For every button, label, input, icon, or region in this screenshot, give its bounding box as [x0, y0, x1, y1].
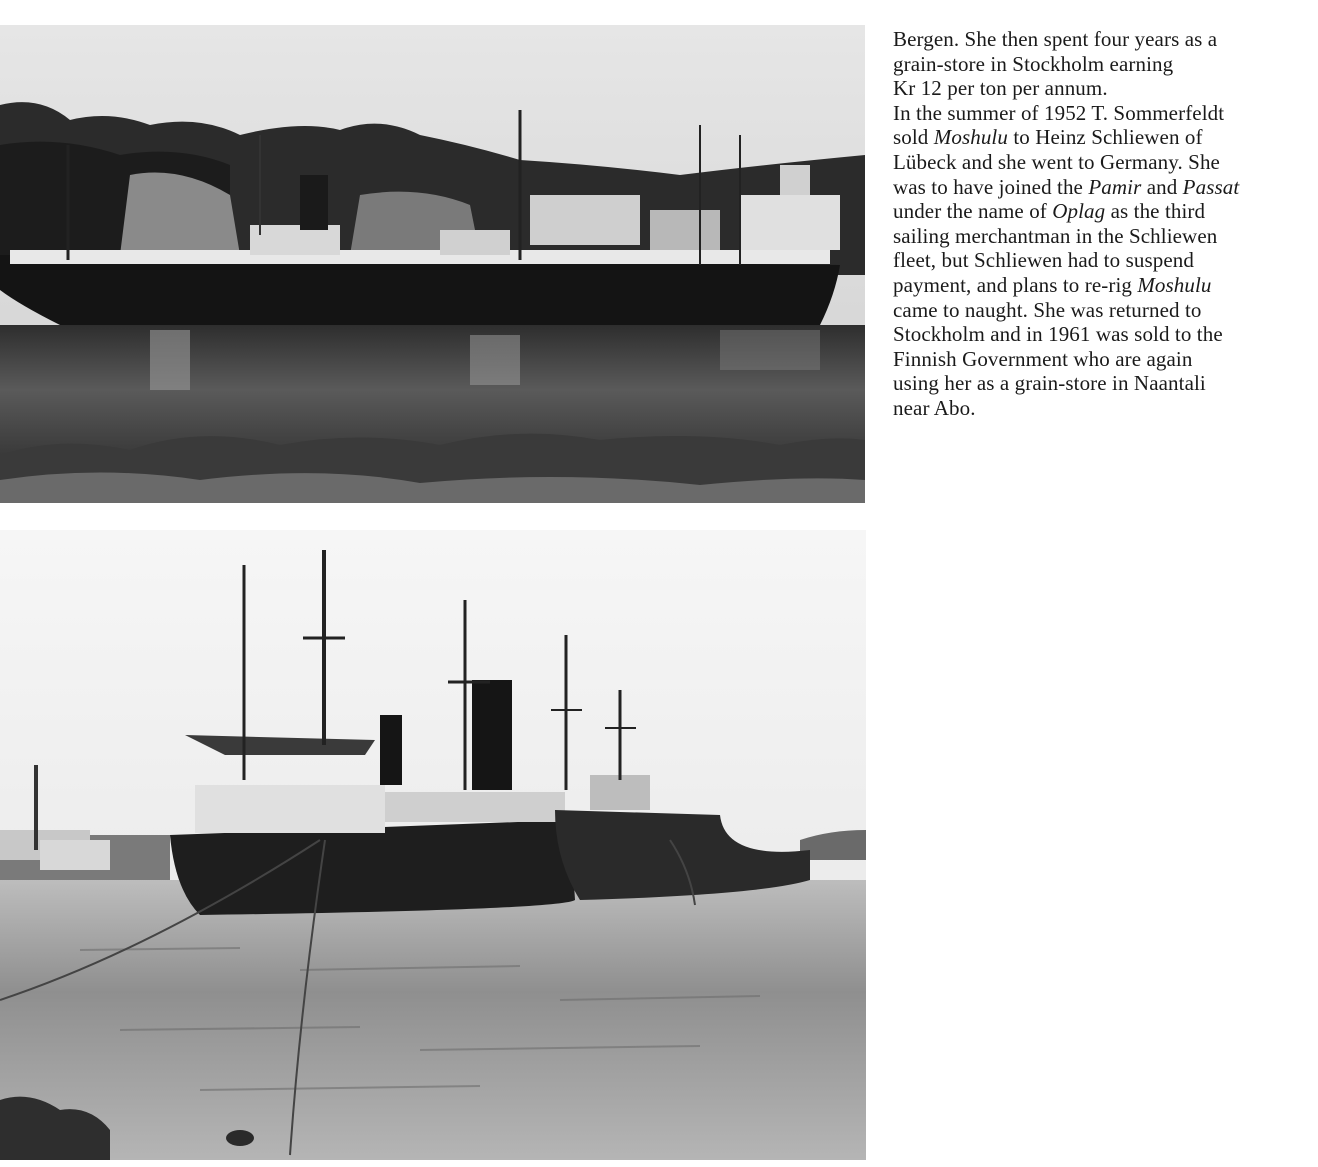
caption-fragment: as the third: [1105, 199, 1206, 224]
photo-two-ships-moored: [0, 530, 866, 1160]
ship-name-oplag: Oplag: [1052, 199, 1106, 224]
caption-paragraph-1: [893, 27, 1308, 101]
caption-line: came to naught. She was returned to: [893, 297, 1202, 322]
caption-fragment: sold: [893, 125, 934, 150]
caption-fragment: to Heinz Schliewen of: [1007, 125, 1203, 150]
caption-paragraph-2: [893, 101, 1308, 421]
caption-line: using her as a grain-store in Naantali: [893, 371, 1206, 396]
caption-line: [893, 273, 1308, 298]
caption-line: grain-store in Stockholm earning: [893, 51, 1174, 76]
ship-name-pamir: Pamir: [1088, 174, 1142, 199]
caption-fragment: and: [1141, 174, 1183, 199]
caption-line: near Abo.: [893, 395, 976, 420]
caption-fragment: payment, and plans to re-rig: [893, 272, 1138, 297]
caption-line: [893, 199, 1308, 224]
caption-fragment: under the name of: [893, 199, 1053, 224]
caption-line: Finnish Government who are again: [893, 346, 1193, 371]
caption-line: fleet, but Schliewen had to suspend: [893, 248, 1194, 273]
caption-line: [893, 125, 1308, 150]
photo-ship-at-shore: [0, 25, 865, 503]
caption-line: sailing merchantman in the Schliewen: [893, 223, 1218, 248]
ship-name-moshulu: Moshulu: [933, 125, 1008, 150]
caption-line: In the summer of 1952 T. Sommerfeldt: [893, 100, 1225, 125]
caption-line: [893, 175, 1308, 200]
caption-fragment: was to have joined the: [893, 174, 1089, 199]
caption-line: Lübeck and she went to Germany. She: [893, 149, 1220, 174]
caption-line: Stockholm and in 1961 was sold to the: [893, 322, 1223, 347]
caption-line: Kr 12 per ton per annum.: [893, 76, 1108, 101]
ship-name-moshulu: Moshulu: [1137, 272, 1212, 297]
ships-moored-photo-icon: [0, 530, 866, 1160]
caption-line: Bergen. She then spent four years as a: [893, 27, 1218, 51]
ship-photo-icon: [0, 25, 865, 503]
caption-text: [893, 27, 1308, 421]
ship-name-passat: Passat: [1182, 174, 1240, 199]
